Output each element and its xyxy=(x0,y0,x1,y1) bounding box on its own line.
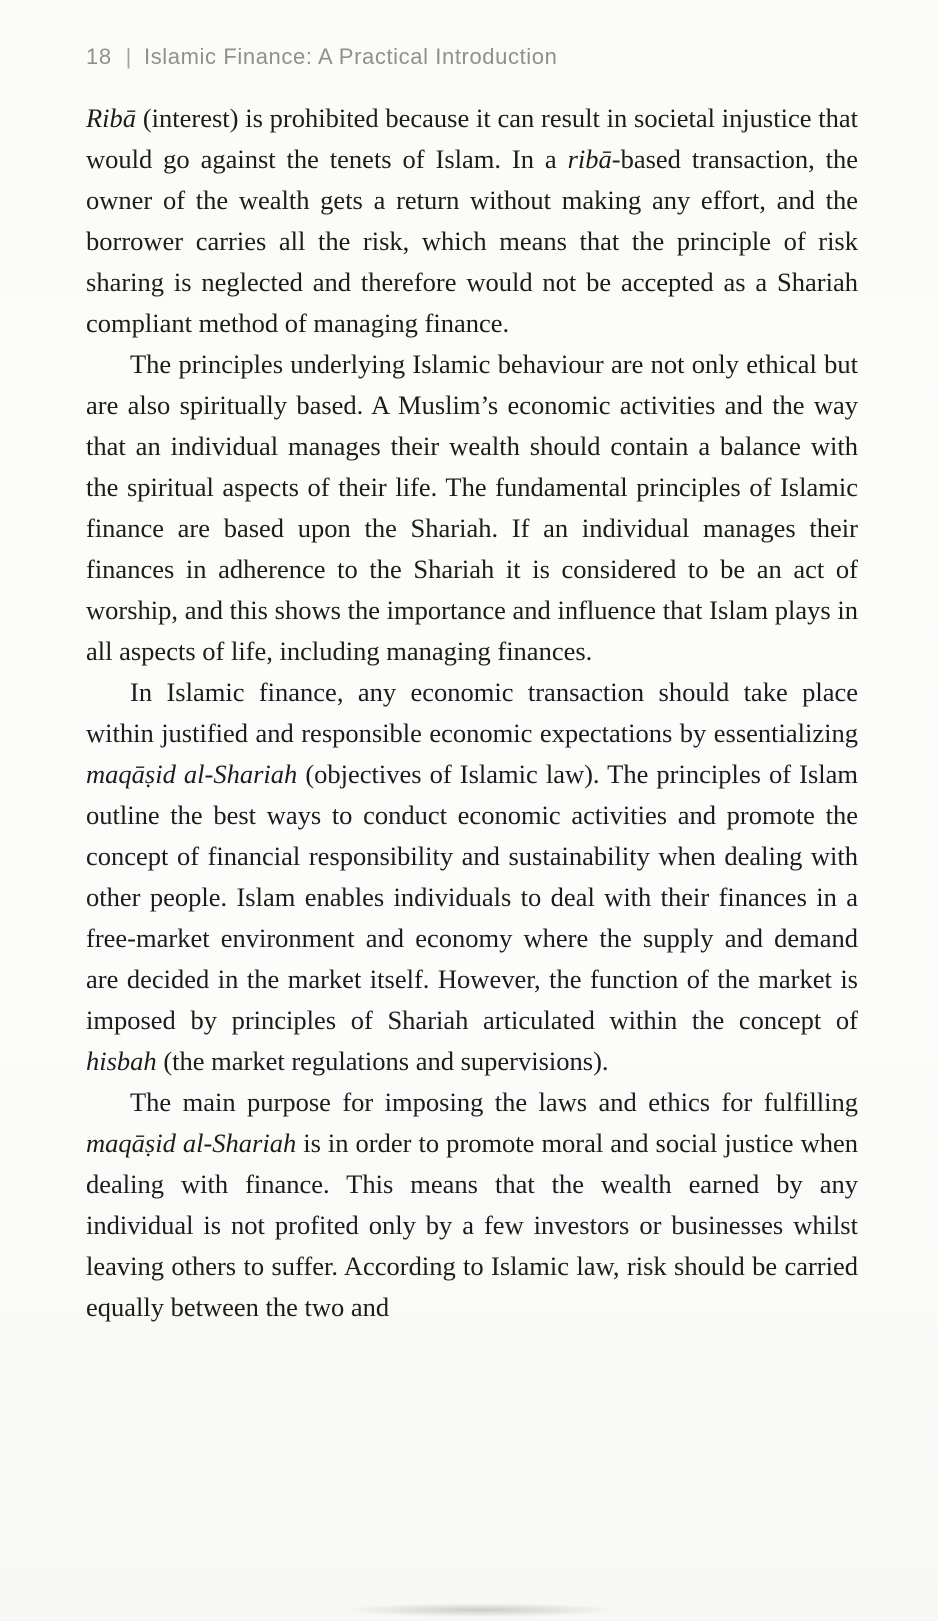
italic-term: maqāṣid al-Shariah xyxy=(86,759,298,789)
italic-term: ribā xyxy=(567,144,612,174)
italic-term: hisbah xyxy=(86,1046,157,1076)
text-segment: The principles underlying Islamic behaviour are not only ethical but are also spiritually based. A Muslim’s economic activities and the way that an individual manages their wealth should contain a balance with the spiritual aspects of their life. The fundamental principles of Islamic finance are based upon the Shariah. If an individual manages their finances in adherence to the Shariah it is considered to be an act of worship, and this shows the importance and influence that Islam plays in all aspects of life, including managing finances. xyxy=(86,349,858,666)
running-header xyxy=(86,44,854,70)
text-segment: (interest) is prohibited because it can result in societal injustice that would go against the tenets of Islam. In a xyxy=(86,103,858,174)
text-segment: -based transaction, the owner of the wealth gets a return without making any effort, and the borrower carries all the risk, which means that the principle of risk sharing is neglected and therefore would not be accepted as a Shariah compliant method of managing finance. xyxy=(86,144,858,338)
scan-smudge-artifact xyxy=(340,1603,620,1617)
book-title: Islamic Finance: A Practical Introduction xyxy=(144,44,558,69)
text-segment: is in order to promote moral and social justice when dealing with finance. This means that the wealth earned by any individual is not profited only by a few investors or businesses whilst leaving others to suffer. According to Islamic law, risk should be carried equally between the two and xyxy=(86,1128,858,1322)
page-number: 18 xyxy=(86,44,112,69)
header-separator: | xyxy=(125,44,132,69)
italic-term: maqāṣid al-Shariah xyxy=(86,1128,297,1158)
text-segment: In Islamic finance, any economic transaction should take place within justified and responsible economic expectations by essentializing xyxy=(86,677,858,748)
page-body xyxy=(86,98,858,1328)
italic-term: Ribā xyxy=(86,103,137,133)
paragraph-3 xyxy=(86,672,858,1082)
paragraph-4 xyxy=(86,1082,858,1328)
text-segment: (objectives of Islamic law). The principles of Islam outline the best ways to conduct economic activities and promote the concept of financial responsibility and sustainability when dealing with other people. Islam enables individuals to deal with their finances in a free-market environment and economy where the supply and demand are decided in the market itself. However, the function of the market is imposed by principles of Shariah articulated within the concept of xyxy=(86,759,858,1035)
paragraph-1 xyxy=(86,98,858,344)
text-segment: (the market regulations and supervisions). xyxy=(156,1046,609,1076)
paragraph-2 xyxy=(86,344,858,672)
text-segment: The main purpose for imposing the laws and ethics for fulfilling xyxy=(130,1087,858,1117)
